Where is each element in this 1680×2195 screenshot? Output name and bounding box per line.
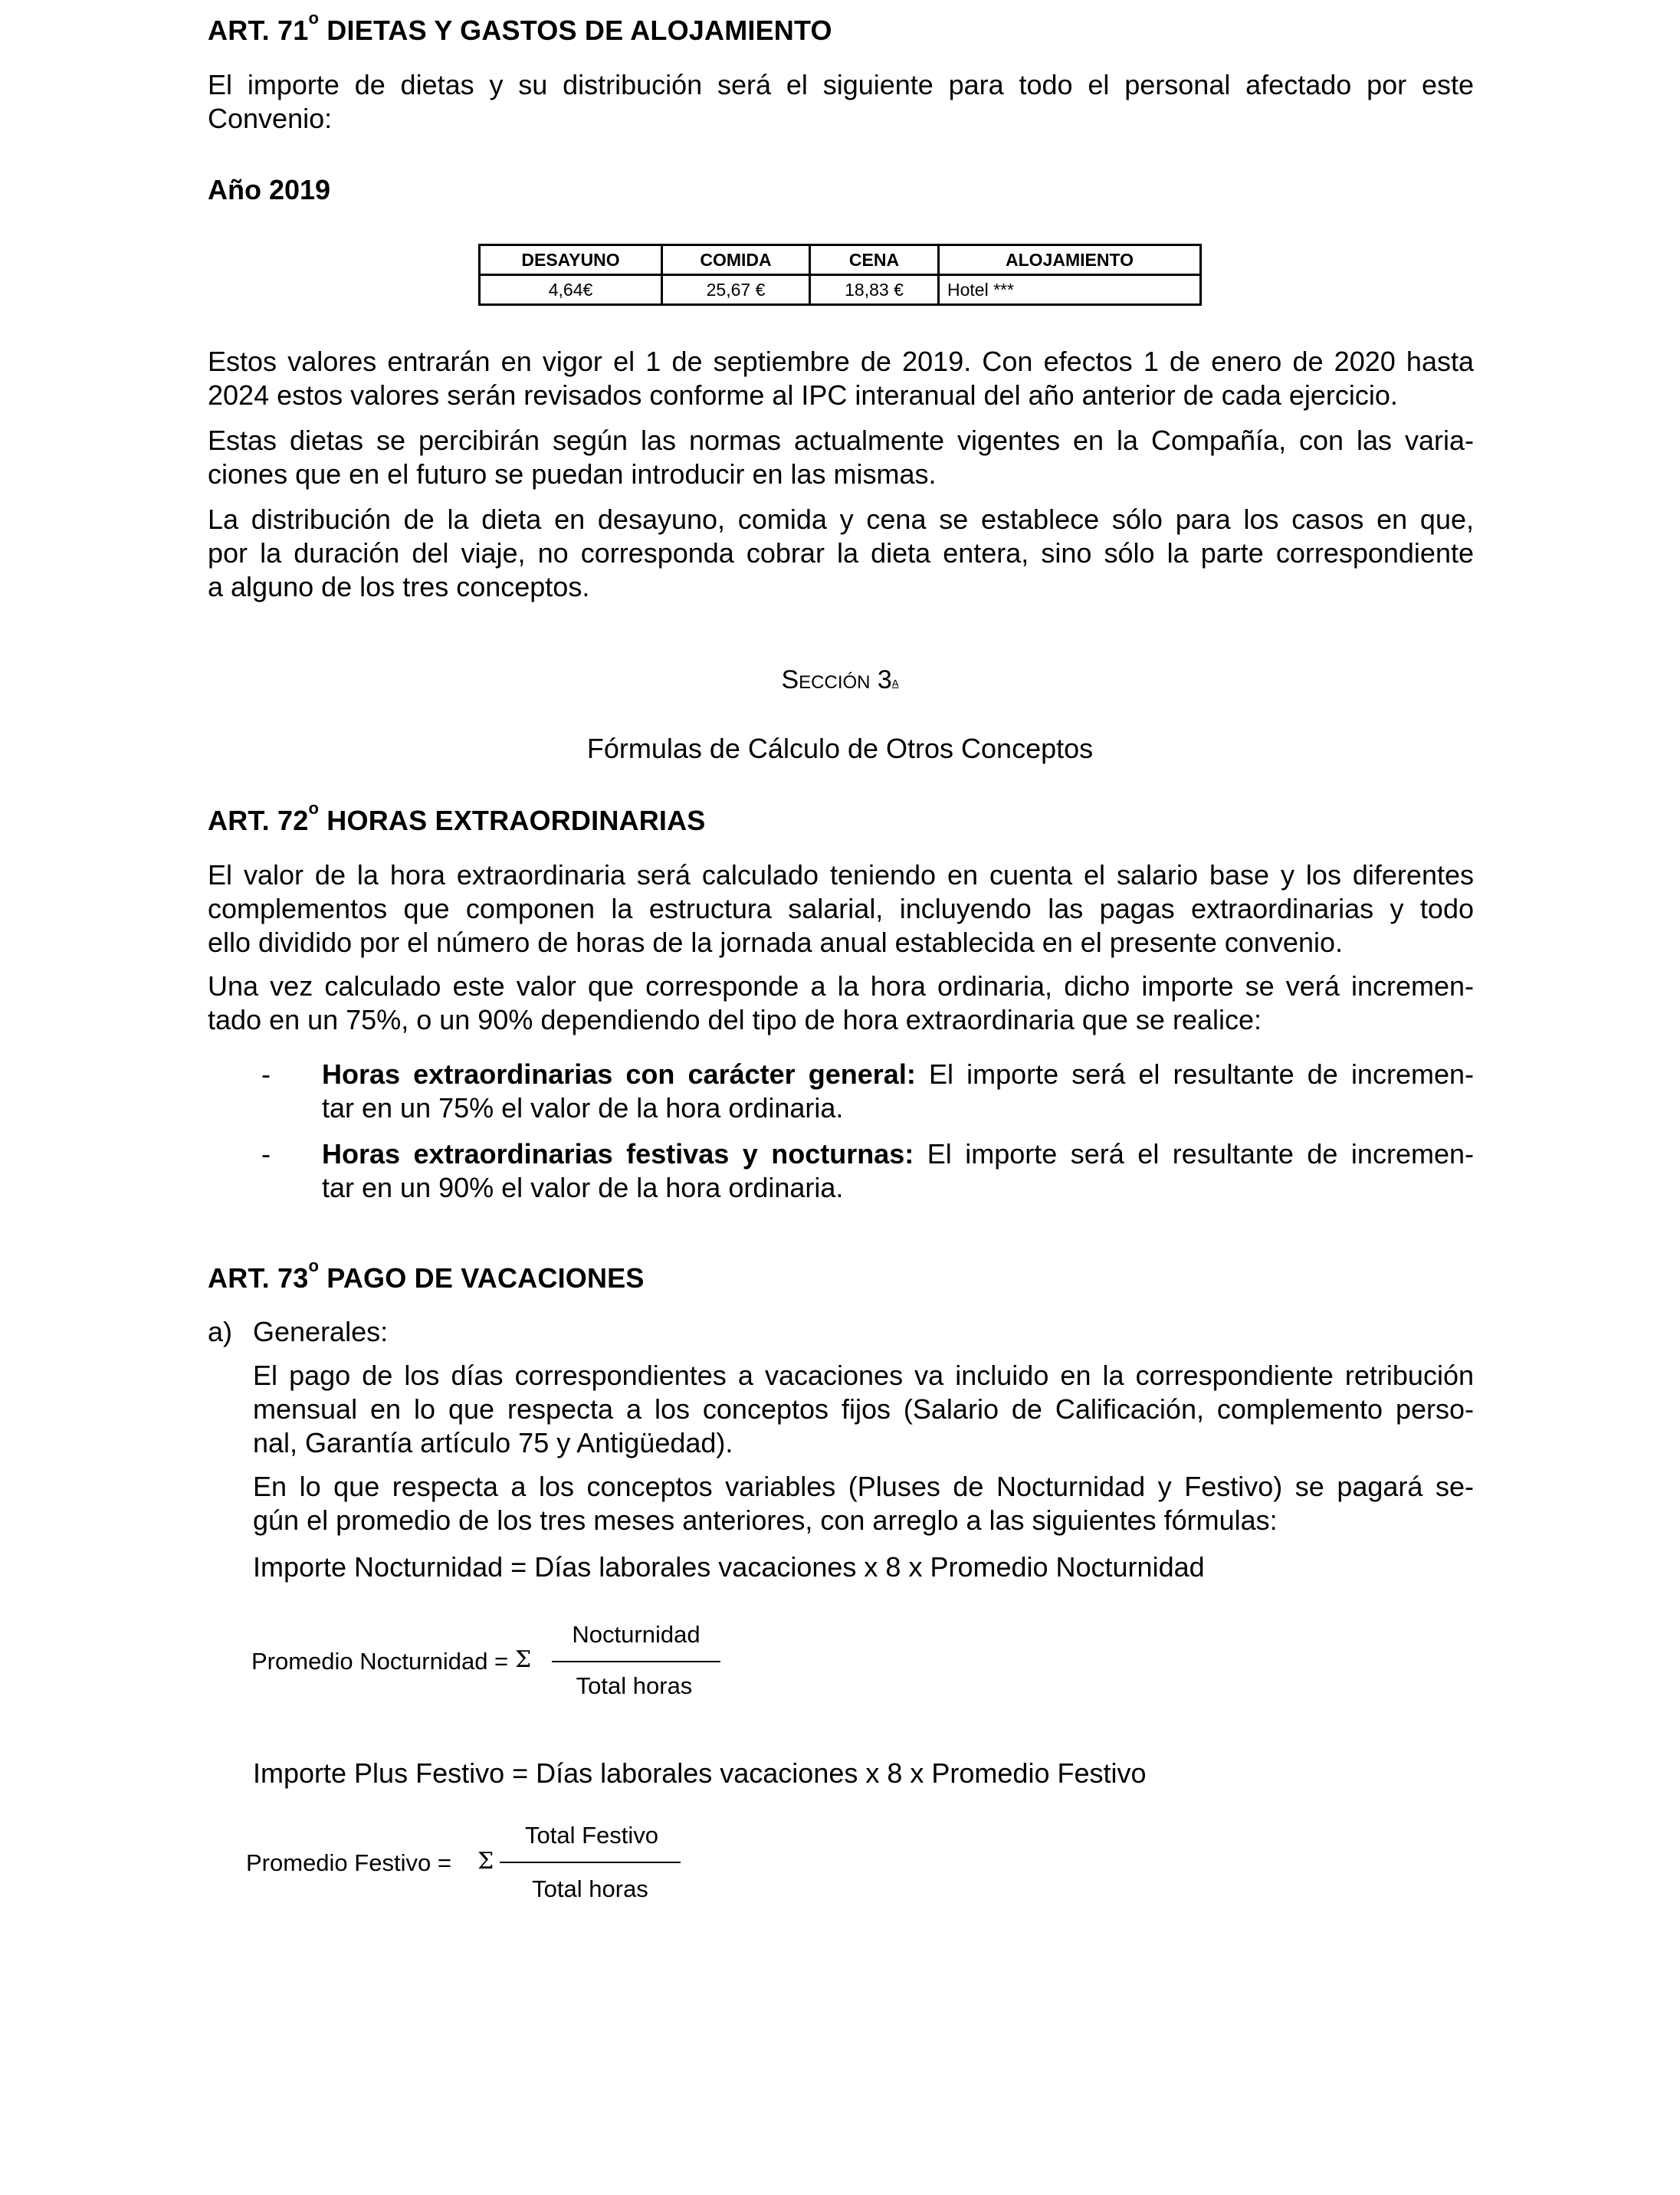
paragraph-line: gún el promedio de los tres meses anteriores, con arreglo a las siguientes fórmulas: xyxy=(253,1504,1278,1536)
subsection-title: Generales: xyxy=(253,1316,389,1347)
art73-title: PAGO DE VACACIONES xyxy=(319,1262,645,1294)
cell-comida: 25,67 € xyxy=(662,275,810,305)
art71-number: ART. 71 xyxy=(208,15,309,46)
art73-heading xyxy=(208,1256,645,1295)
paragraph-line: 2024 estos valores serán revisados conforme al IPC interanual del año anterior de cada ejercicio. xyxy=(208,379,1398,411)
section-title: Fórmulas de Cálculo de Otros Conceptos xyxy=(586,733,1094,764)
fraction-numerator: Nocturnidad xyxy=(572,1621,701,1648)
art73-paragraph-2 xyxy=(253,1470,1474,1537)
bullet-bold-label: Horas extraordinarias con carácter general: xyxy=(322,1058,916,1090)
paragraph-line: El valor de la hora extraordinaria será calculado teniendo en cuenta el salario base y los diferentes xyxy=(208,859,1474,891)
paragraph-line: Una vez calculado este valor que corresponde a la hora ordinaria, dicho importe se verá incremen- xyxy=(208,970,1474,1002)
art73-number: ART. 73 xyxy=(208,1262,309,1294)
art71-heading xyxy=(208,8,832,48)
paragraph-line: complementos que componen la estructura salarial, incluyendo las pagas extraordinarias y todo xyxy=(208,893,1474,924)
sigma-icon: Σ xyxy=(515,1646,532,1673)
bullet-line: tar en un 90% el valor de la hora ordinaria. xyxy=(322,1172,844,1203)
art72-heading xyxy=(208,799,706,838)
paragraph-line: El pago de los días correspondientes a vacaciones va incluido en la correspondiente retribución xyxy=(253,1360,1474,1391)
bullet-bold-label: Horas extraordinarias festivas y nocturnas: xyxy=(322,1138,914,1170)
fraction-bar xyxy=(500,1862,681,1863)
paragraph-line: nal, Garantía artículo 75 y Antigüedad). xyxy=(253,1427,733,1458)
table-row xyxy=(480,275,1201,305)
bullet-dash: - xyxy=(261,1058,271,1090)
formula-importe-nocturnidad: Importe Nocturnidad = Días laborales vacaciones x 8 x Promedio Nocturnidad xyxy=(253,1551,1205,1583)
column-header-comida: COMIDA xyxy=(662,245,810,275)
art72-number: ART. 72 xyxy=(208,805,309,836)
art71-intro xyxy=(208,68,1474,136)
bullet-line: tar en un 75% el valor de la hora ordinaria. xyxy=(322,1092,844,1124)
art72-paragraph-2 xyxy=(208,970,1474,1037)
art73-paragraph-1 xyxy=(253,1359,1474,1460)
paragraph-line: ciones que en el futuro se puedan introducir en las mismas. xyxy=(208,458,937,490)
year-label: Año 2019 xyxy=(208,174,331,205)
sigma-icon: Σ xyxy=(477,1848,494,1875)
art72-title: HORAS EXTRAORDINARIAS xyxy=(319,805,706,836)
paragraph-line: En lo que respecta a los conceptos variables (Pluses de Nocturnidad y Festivo) se pagará se- xyxy=(253,1471,1474,1502)
paragraph-line: Convenio: xyxy=(208,103,333,134)
paragraph-line: tado en un 75%, o un 90% dependiendo del tipo de hora extraordinaria que se realice: xyxy=(208,1004,1262,1035)
art72-paragraph-1 xyxy=(208,858,1474,960)
art71-paragraph-1 xyxy=(208,345,1474,412)
bullet-dash: - xyxy=(261,1138,271,1170)
fraction-denominator: Total horas xyxy=(576,1672,693,1699)
fraction-denominator: Total horas xyxy=(532,1875,648,1902)
fraction-numerator: Total Festivo xyxy=(524,1822,658,1849)
paragraph-line: por la duración del viaje, no corresponda cobrar la dieta entera, sino sólo la parte correspondiente xyxy=(208,537,1474,569)
column-header-cena: CENA xyxy=(810,245,939,275)
column-header-alojamiento: ALOJAMIENTO xyxy=(939,245,1201,275)
bullet-text: El importe será el resultante de incremen- xyxy=(915,1058,1474,1090)
cell-cena: 18,83 € xyxy=(810,275,939,305)
paragraph-line: La distribución de la dieta en desayuno, comida y cena se establece sólo para los casos en que, xyxy=(208,504,1474,535)
cell-desayuno: 4,64€ xyxy=(480,275,662,305)
paragraph-line: a alguno de los tres conceptos. xyxy=(208,571,590,602)
art71-paragraph-2 xyxy=(208,424,1474,491)
paragraph-line: mensual en lo que respecta a los conceptos fijos (Salario de Calificación, complemento perso- xyxy=(253,1393,1474,1425)
section-label xyxy=(0,662,1680,697)
paragraph-line: El importe de dietas y su distribución será el siguiente para todo el personal afectado por este xyxy=(208,69,1474,100)
formula-importe-festivo: Importe Plus Festivo = Días laborales vacaciones x 8 x Promedio Festivo xyxy=(253,1757,1147,1789)
bullet-item-general xyxy=(322,1058,1474,1125)
degree-mark: o xyxy=(308,8,320,28)
degree-mark: o xyxy=(308,799,320,818)
column-header-desayuno: DESAYUNO xyxy=(480,245,662,275)
paragraph-line: ello dividido por el número de horas de la jornada anual establecida en el presente convenio. xyxy=(208,927,1343,958)
dietas-table xyxy=(478,244,1202,306)
bullet-line xyxy=(322,1137,1474,1171)
paragraph-line: Estas dietas se percibirán según las normas actualmente vigentes en la Compañía, con las varia- xyxy=(208,425,1474,456)
subsection-marker: a) xyxy=(208,1316,233,1347)
cell-alojamiento: Hotel *** xyxy=(939,275,1201,305)
table-header-row xyxy=(480,245,1201,275)
fraction-lhs: Promedio Nocturnidad = xyxy=(251,1648,509,1675)
section-text: Sección 3 xyxy=(781,665,892,694)
art71-title: DIETAS Y GASTOS DE ALOJAMIENTO xyxy=(319,15,832,46)
section-ordinal: a xyxy=(891,674,899,690)
degree-mark: o xyxy=(308,1256,320,1275)
section-number xyxy=(781,665,898,694)
fraction-lhs: Promedio Festivo = xyxy=(246,1849,451,1876)
fraction-bar xyxy=(552,1661,720,1662)
bullet-line xyxy=(322,1058,1474,1091)
bullet-text: El importe será el resultante de incremen- xyxy=(914,1138,1474,1170)
bullet-item-festivas xyxy=(322,1137,1474,1205)
art71-paragraph-3 xyxy=(208,503,1474,604)
paragraph-line: Estos valores entrarán en vigor el 1 de septiembre de 2019. Con efectos 1 de enero de 2020 hasta xyxy=(208,346,1474,377)
